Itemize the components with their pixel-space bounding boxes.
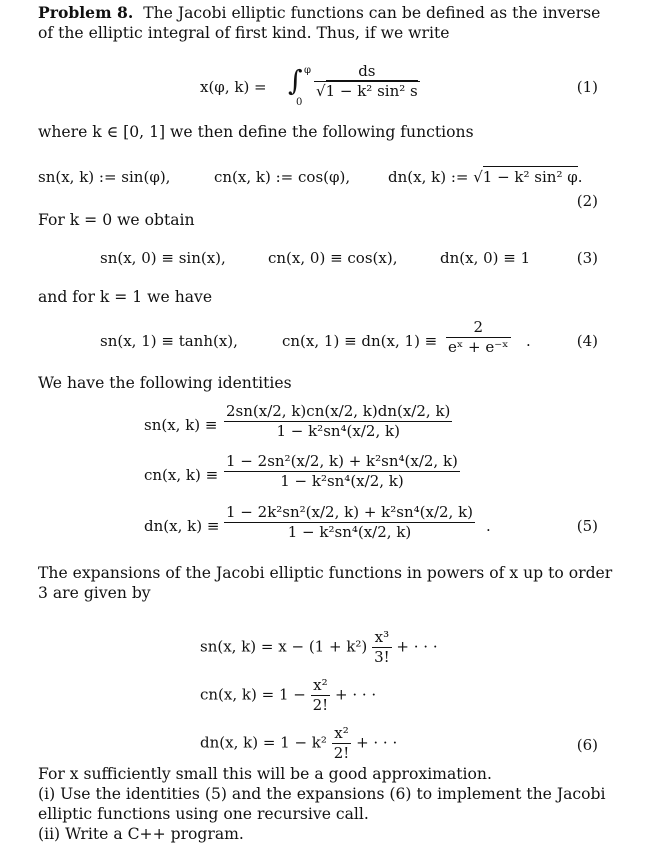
eq6-sn-den: 3! xyxy=(374,648,390,666)
text-expansions-2: 3 are given by xyxy=(38,584,151,602)
eq6-sn xyxy=(200,628,438,667)
eq5-dn-num: 1 − 2k²sn²(x/2, k) + k²sn⁴(x/2, k) xyxy=(226,503,474,521)
closing-line-3: elliptic functions using one recursive call. xyxy=(38,805,369,823)
text-expansions-1: The expansions of the Jacobi elliptic functions in powers of x up to order xyxy=(38,564,613,582)
text-where: where k ∈ [0, 1] we then define the following functions xyxy=(38,123,474,141)
text-k1: and for k = 1 we have xyxy=(38,288,213,306)
eq2-dn-rad: 1 − k² sin² φ xyxy=(482,168,578,186)
eq2-tag: (2) xyxy=(576,192,598,210)
eq1-lower-limit: 0 xyxy=(296,97,303,108)
eq6-dn xyxy=(200,724,397,763)
eq6-cn-fraction xyxy=(311,676,331,715)
eq6-cn-tail: + · · · xyxy=(334,685,377,704)
eq5-period: . xyxy=(486,517,491,535)
eq4-num: 2 xyxy=(446,318,511,338)
eq6-cn-num: x² xyxy=(311,676,331,696)
intro-text-1: The Jacobi elliptic functions can be defined as the inverse xyxy=(143,4,601,22)
problem-intro-line-1 xyxy=(38,3,600,23)
eq1-integrand-num: ds xyxy=(314,62,420,82)
integral-sign: ∫ xyxy=(288,64,303,97)
problem-label: Problem 8. xyxy=(38,3,134,22)
closing-line-4: (ii) Write a C++ program. xyxy=(38,825,244,843)
eq6-dn-num: x² xyxy=(332,724,352,744)
eq6-dn-den: 2! xyxy=(333,744,350,762)
eq5-cn-num: 1 − 2sn²(x/2, k) + k²sn⁴(x/2, k) xyxy=(226,452,458,470)
eq5-dn-den: 1 − k²sn⁴(x/2, k) xyxy=(287,523,412,541)
eq6-dn-lhs: dn(x, k) = 1 − k² xyxy=(200,733,327,752)
eq1-upper-limit: φ xyxy=(304,65,312,76)
eq6-sn-tail: + · · · xyxy=(396,637,438,656)
eq5-sn-den: 1 − k²sn⁴(x/2, k) xyxy=(276,422,400,440)
eq1-tag: (1) xyxy=(576,78,598,96)
eq6-sn-fraction xyxy=(372,628,392,667)
eq2-dn: dn(x, k) := √1 − k² sin² φ. xyxy=(388,168,583,186)
eq6-tag: (6) xyxy=(576,736,598,754)
eq6-dn-tail: + · · · xyxy=(356,733,398,752)
eq5-cn-fraction xyxy=(224,452,460,491)
eq3-sn: sn(x, 0) ≡ sin(x), xyxy=(100,249,226,267)
intro-text-2: of the elliptic integral of first kind. Thus, if we write xyxy=(38,24,450,42)
eq2-dn-lhs: dn(x, k) := xyxy=(388,168,469,186)
eq3-tag: (3) xyxy=(576,249,598,267)
eq5-dn-lhs: dn(x, k) ≡ xyxy=(144,517,220,535)
eq5-sn-lhs: sn(x, k) ≡ xyxy=(144,416,218,434)
eq5-sn-fraction xyxy=(224,402,452,441)
eq5-cn-den: 1 − k²sn⁴(x/2, k) xyxy=(280,472,404,490)
eq1-integrand-den-wrap: √1 − k² sin² s xyxy=(316,82,418,100)
eq4-cn-dn: cn(x, 1) ≡ dn(x, 1) ≡ xyxy=(282,332,438,350)
eq4-period: . xyxy=(526,332,531,350)
eq6-sn-lhs: sn(x, k) = x − (1 + k²) xyxy=(200,637,368,656)
eq3-cn: cn(x, 0) ≡ cos(x), xyxy=(268,249,398,267)
eq3-dn: dn(x, 0) ≡ 1 xyxy=(440,249,531,267)
eq6-cn xyxy=(200,676,376,715)
closing-line-2: (i) Use the identities (5) and the expansions (6) to implement the Jacobi xyxy=(38,785,606,803)
eq4-den: eˣ + e⁻ˣ xyxy=(448,338,509,356)
eq4-tag: (4) xyxy=(576,332,598,350)
text-identities: We have the following identities xyxy=(38,374,292,392)
text-k0: For k = 0 we obtain xyxy=(38,211,195,229)
eq2-cn: cn(x, k) := cos(φ), xyxy=(214,168,351,186)
eq6-sn-num: x³ xyxy=(372,628,392,648)
eq5-dn-fraction xyxy=(224,503,475,542)
eq4-fraction xyxy=(446,318,511,357)
eq5-tag: (5) xyxy=(576,517,598,535)
eq1-integrand-den: 1 − k² sin² s xyxy=(325,82,418,100)
eq6-dn-fraction xyxy=(332,724,352,763)
eq1-integrand xyxy=(314,62,420,101)
eq6-cn-lhs: cn(x, k) = 1 − xyxy=(200,685,306,704)
eq6-cn-den: 2! xyxy=(312,696,329,714)
eq2-sn: sn(x, k) := sin(φ), xyxy=(38,168,171,186)
eq5-cn-lhs: cn(x, k) ≡ xyxy=(144,466,219,484)
eq5-sn-num: 2sn(x/2, k)cn(x/2, k)dn(x/2, k) xyxy=(226,402,451,420)
eq4-sn: sn(x, 1) ≡ tanh(x), xyxy=(100,332,238,350)
eq1-lhs: x(φ, k) = xyxy=(200,78,267,96)
closing-line-1: For x sufficiently small this will be a good approximation. xyxy=(38,765,492,783)
